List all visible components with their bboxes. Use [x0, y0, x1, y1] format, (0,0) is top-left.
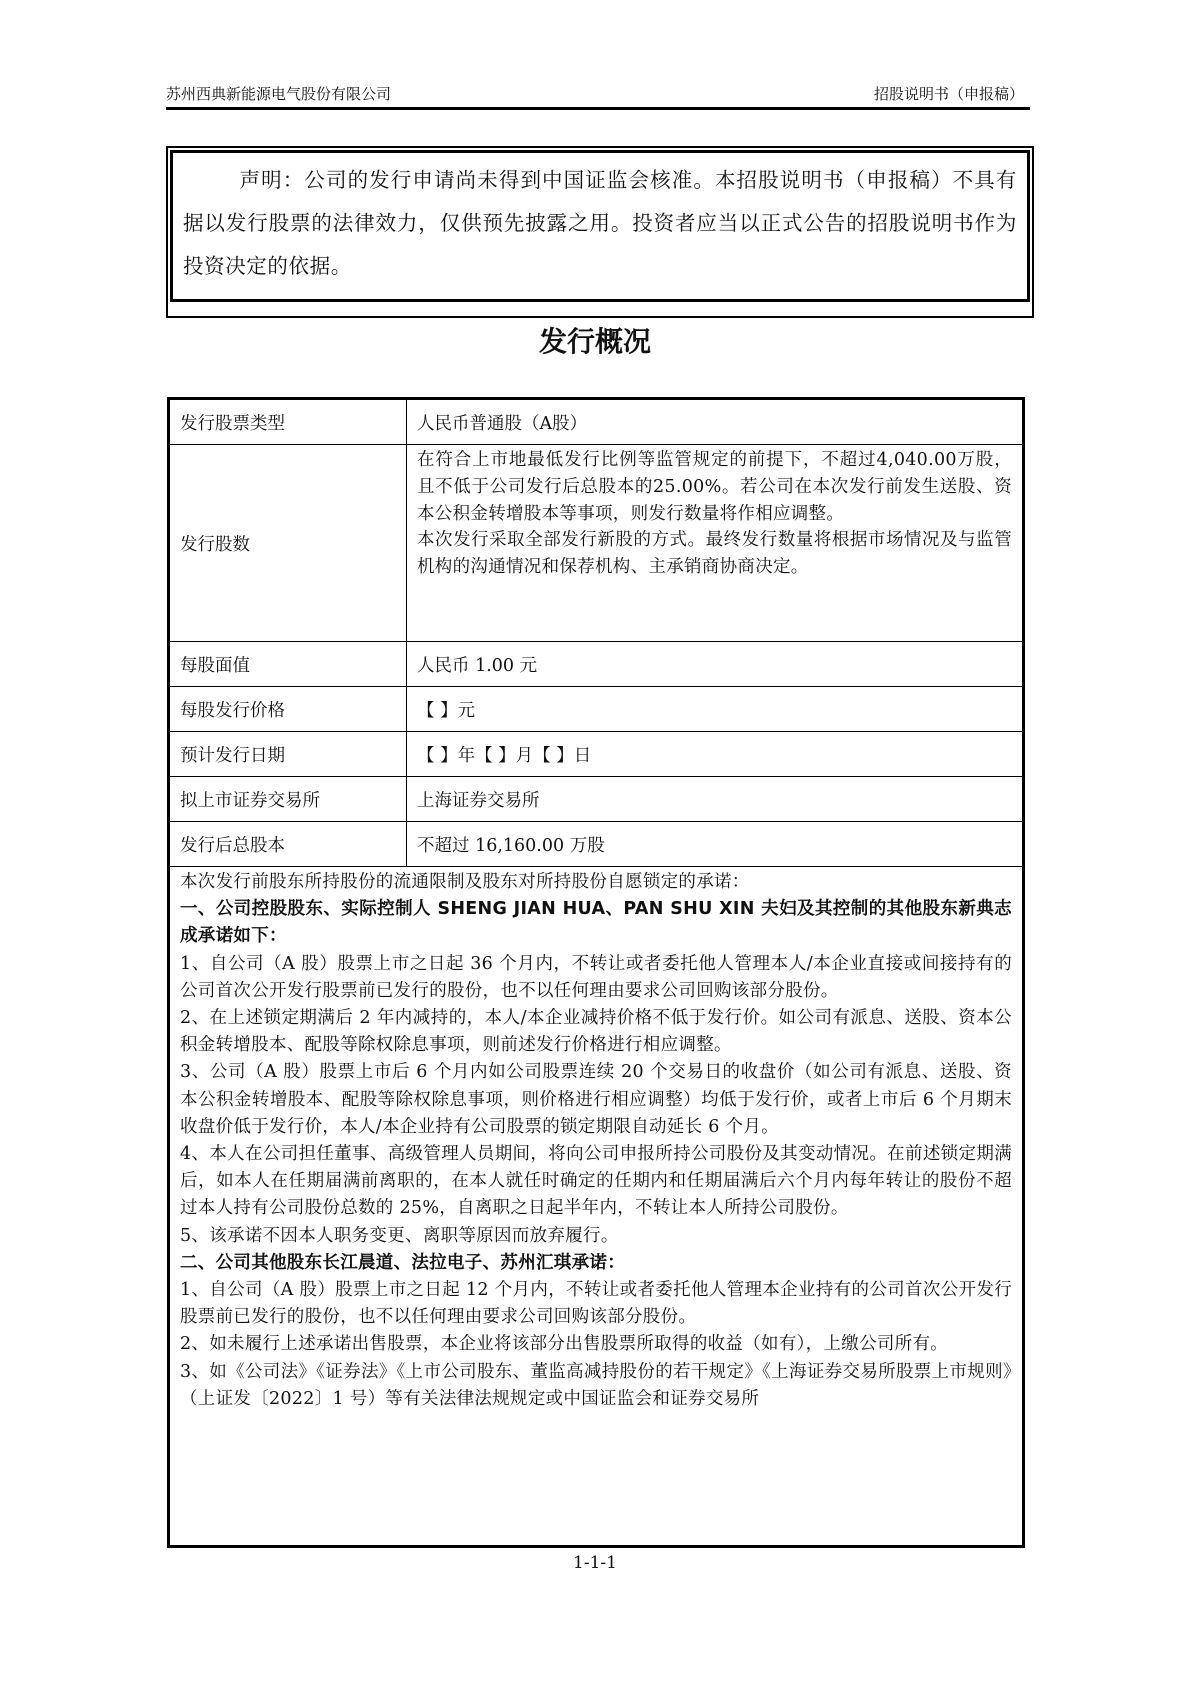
row-value: 【 】年【 】月【 】日: [417, 745, 592, 766]
company-name: 苏州西典新能源电气股份有限公司: [166, 85, 392, 103]
section-heading: 二、公司其他股东长江晨道、法拉电子、苏州汇琪承诺：: [180, 1252, 625, 1273]
disclaimer-text: 声明：公司的发行申请尚未得到中国证监会核准。本招股说明书（申报稿）不具有据以发行股票的法律效力，仅供预先披露之用。投资者应当以正式公告的招股说明书作为投资决定的依据。: [183, 168, 1017, 278]
row-label: 发行后总股本: [170, 822, 407, 866]
commitment-item: 5、该承诺不因本人职务变更、离职等原因而放弃履行。: [180, 1225, 619, 1246]
row-label: 拟上市证券交易所: [170, 777, 407, 821]
row-value: 人民币普通股（A股）: [417, 413, 588, 434]
section-heading: 一、公司控股股东、实际控制人 SHENG JIAN HUA、PAN SHU XIN 夫妇及其控制的其他股东新典志成承诺如下：: [180, 899, 1012, 947]
offering-overview-table: [167, 397, 1025, 1548]
commitment-item: 4、本人在公司担任董事、高级管理人员期间，将向公司申报所持公司股份及其变动情况。在前述锁定期满后，如本人在任期届满前离职的，在本人就任时确定的任期内和任期届满后六个月内每年转让的股份不超过本人持有公司股份总数的 25%，自离职之日起半年内，不转让本人所持公司股份。: [180, 1144, 1012, 1219]
lockup-intro: 本次发行前股东所持股份的流通限制及股东对所持股份自愿锁定的承诺：: [180, 872, 750, 892]
commitment-item: 3、公司（A 股）股票上市后 6 个月内如公司股票连续 20 个交易日的收盘价（如公司有派息、送股、资本公积金转增股本、配股等除权除息事项，则价格进行相应调整）均低于发行价，或者上市后 6 个月期末收盘价低于发行价，本人/本企业持有公司股票的锁定期限自动延长 6 个月。: [180, 1062, 1012, 1137]
value-paragraph: 在符合上市地最低发行比例等监管规定的前提下，不超过4,040.00万股，且不低于公司发行后总股本的25.00%。若公司在本次发行前发生送股、资本公积金转增股本等事项，则发行数量将作相应调整。: [417, 450, 1012, 524]
disclaimer-box: [166, 146, 1034, 318]
commitment-item: 2、如未履行上述承诺出售股票，本企业将该部分出售股票所取得的收益（如有），上缴公司所有。: [180, 1334, 949, 1355]
document-type: 招股说明书（申报稿）: [873, 85, 1024, 103]
table-row: [170, 400, 1022, 445]
disclaimer-inner: [170, 150, 1030, 302]
row-value: 不超过 16,160.00 万股: [417, 835, 605, 856]
table-row: [170, 445, 1022, 642]
lockup-commitments: [170, 867, 1022, 1545]
row-label: 每股发行价格: [170, 687, 407, 731]
table-row: [170, 732, 1022, 777]
commitment-item: 2、在上述锁定期满后 2 年内减持的，本人/本企业减持价格不低于发行价。如公司有派息、送股、资本公积金转增股本、配股等除权除息事项，则前述发行价格进行相应调整。: [180, 1008, 1012, 1056]
row-value: 【 】元: [417, 700, 476, 721]
commitment-item: 1、自公司（A 股）股票上市之日起 12 个月内，不转让或者委托他人管理本企业持有的公司首次公开发行股票前已发行的股份，也不以任何理由要求公司回购该部分股份。: [180, 1280, 1012, 1328]
commitment-item: 3、如《公司法》《证券法》《上市公司股东、董监高减持股份的若干规定》《上海证券交易所股票上市规则》（上证发〔2022〕1 号）等有关法律法规规定或中国证监会和证券交易所: [180, 1361, 1012, 1409]
table-row: [170, 687, 1022, 732]
row-value: 上海证券交易所: [417, 790, 540, 811]
row-label: 发行股数: [170, 445, 407, 641]
row-value: 人民币 1.00 元: [417, 655, 538, 676]
row-label: 每股面值: [170, 642, 407, 686]
row-label: 预计发行日期: [170, 732, 407, 776]
table-row: [170, 822, 1022, 867]
row-label: 发行股票类型: [170, 400, 407, 444]
value-paragraph: 本次发行采取全部发行新股的方式。最终发行数量将根据市场情况及与监管机构的沟通情况和保荐机构、主承销商协商决定。: [417, 530, 1012, 578]
row-value: [407, 445, 1022, 641]
page-title: 发行概况: [538, 325, 651, 358]
commitment-item: 1、自公司（A 股）股票上市之日起 36 个月内，不转让或者委托他人管理本人/本企业直接或间接持有的公司首次公开发行股票前已发行的股份，也不以任何理由要求公司回购该部分股份。: [180, 953, 1012, 1001]
table-row: [170, 777, 1022, 822]
table-row: [170, 642, 1022, 687]
page-number: 1-1-1: [573, 1553, 617, 1573]
page-header: [166, 83, 1030, 110]
